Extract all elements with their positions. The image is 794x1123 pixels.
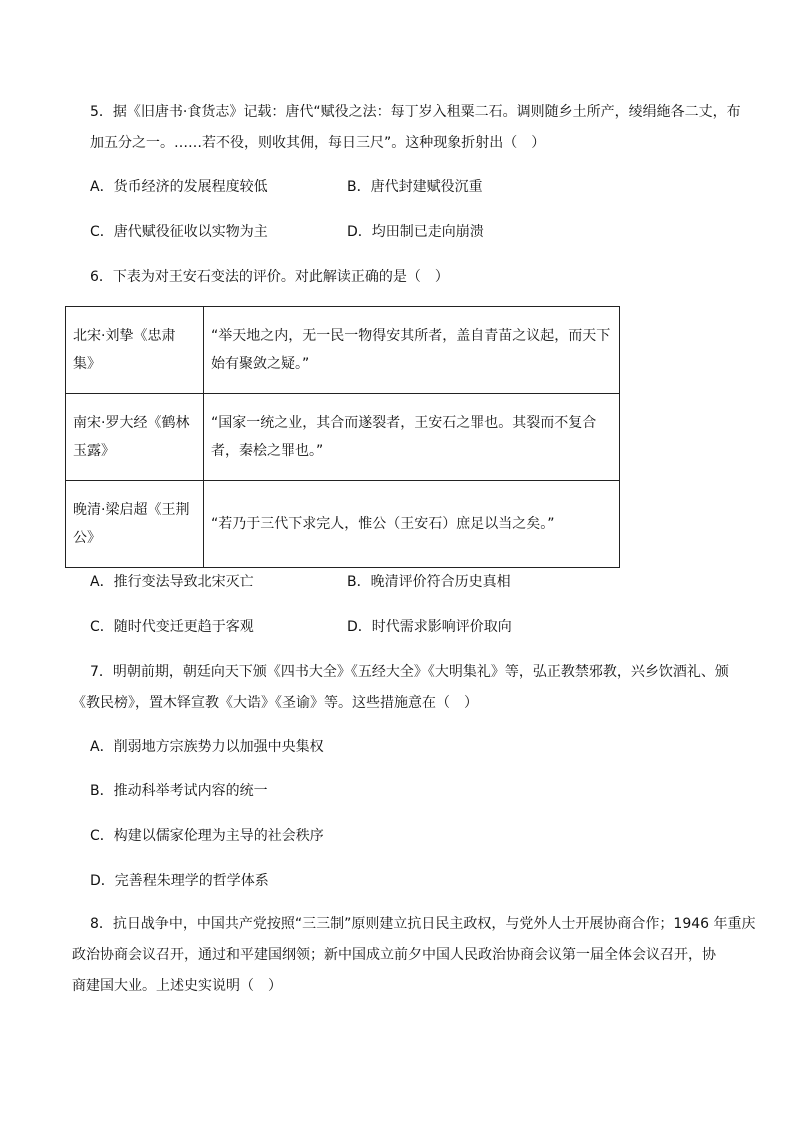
question-7-option-b[interactable]: B．推动科举考试内容的统一 [90, 783, 268, 799]
question-7-stem-line-1: 7．明朝前期，朝廷向天下颁《四书大全》《五经大全》《大明集礼》等，弘正教禁邪教，兴乡饮酒礼、颁 [90, 664, 729, 680]
table-row [66, 481, 620, 568]
question-6-option-b[interactable]: B．晚清评价符合历史真相 [347, 574, 511, 590]
question-8-stem-line-3: 商建国大业。上述史实说明（ ） [72, 978, 282, 994]
question-7-option-c[interactable]: C．构建以儒家伦理为主导的社会秩序 [90, 828, 324, 844]
question-7-option-d[interactable]: D．完善程朱理学的哲学体系 [90, 873, 269, 889]
question-5-stem-line-2: 加五分之一。……若不役，则收其佣，每日三尺”。这种现象折射出（ ） [90, 135, 546, 151]
question-7-stem-line-2: 《教民榜》，置木铎宣教《大诰》《圣谕》等。这些措施意在（ ） [72, 695, 478, 711]
question-5-option-b[interactable]: B．唐代封建赋役沉重 [347, 179, 483, 195]
table-cell-source: 晚清·梁启超《王荆公》 [66, 481, 204, 568]
table-row [66, 307, 620, 394]
question-6-stem: 6．下表为对王安石变法的评价。对此解读正确的是（ ） [90, 269, 449, 285]
question-5-option-c[interactable]: C．唐代赋役征收以实物为主 [90, 224, 268, 240]
question-6-option-d[interactable]: D．时代需求影响评价取向 [347, 619, 512, 635]
table-cell-quote: “举天地之内，无一民一物得安其所者，盖自青苗之议起，而天下始有聚敛之疑。” [204, 307, 620, 394]
table-cell-quote: “国家一统之业，其合而遂裂者，王安石之罪也。其裂而不复合者，秦桧之罪也。” [204, 394, 620, 481]
question-6-option-a[interactable]: A．推行变法导致北宋灭亡 [90, 574, 254, 590]
table-row [66, 394, 620, 481]
question-8-stem-line-1: 8．抗日战争中，中国共产党按照“三三制”原则建立抗日民主政权，与党外人士开展协商合作；1946 年重庆 [90, 916, 756, 932]
question-7-option-a[interactable]: A．削弱地方宗族势力以加强中央集权 [90, 739, 324, 755]
table-cell-source: 北宋·刘挚《忠肃集》 [66, 307, 204, 394]
table-cell-quote: “若乃于三代下求完人，惟公（王安石）庶足以当之矣。” [204, 481, 620, 568]
table-cell-source: 南宋·罗大经《鹤林玉露》 [66, 394, 204, 481]
question-5-option-d[interactable]: D．均田制已走向崩溃 [347, 224, 484, 240]
evaluation-table [65, 306, 620, 568]
question-8-stem-line-2: 政治协商会议召开，通过和平建国纲领；新中国成立前夕中国人民政治协商会议第一届全体会议召开，协 [72, 947, 716, 963]
question-5-stem-line-1: 5．据《旧唐书·食货志》记载：唐代“赋役之法：每丁岁入租粟二石。调则随乡土所产，绫绢絁各二丈，布 [90, 104, 741, 120]
question-6-option-c[interactable]: C．随时代变迁更趋于客观 [90, 619, 254, 635]
question-5-option-a[interactable]: A．货币经济的发展程度较低 [90, 179, 268, 195]
